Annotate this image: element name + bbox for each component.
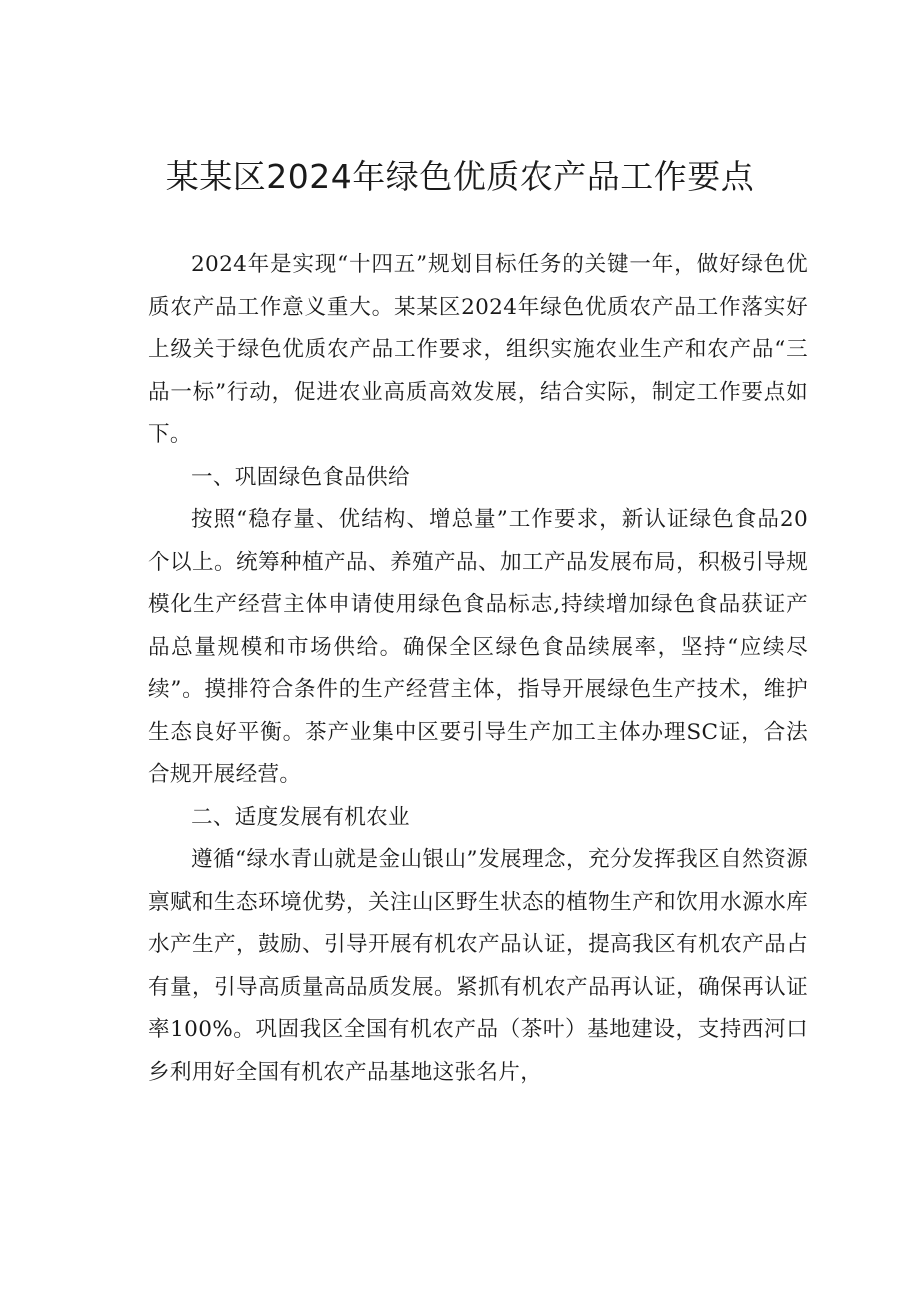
- section-body-1: 按照“稳存量、优结构、增总量”工作要求，新认证绿色食品20个以上。统筹种植产品、养殖产品、加工产品发展布局，积极引导规模化生产经营主体申请使用绿色食品标志,持续增加绿色食品获证产品总量规模和市场供给。确保全区绿色食品续展率，坚持“应续尽续”。摸排符合条件的生产经营主体，指导开展绿色生产技术，维护生态良好平衡。茶产业集中区要引导生产加工主体办理SC证，合法合规开展经营。: [148, 507, 808, 787]
- section-heading-2: 二、适度发展有机农业: [191, 804, 410, 830]
- document-body: [148, 244, 808, 1094]
- section-body-2: 遵循“绿水青山就是金山银山”发展理念，充分发挥我区自然资源禀赋和生态环境优势，关注山区野生状态的植物生产和饮用水源水库水产生产，鼓励、引导开展有机农产品认证，提高我区有机农产品占有量，引导高质量高品质发展。紧抓有机农产品再认证，确保再认证率100%。巩固我区全国有机农产品（茶叶）基地建设，支持西河口乡利用好全国有机农产品基地这张名片，: [148, 847, 808, 1085]
- document-title: 某某区2024年绿色优质农产品工作要点: [165, 157, 755, 196]
- section-heading-1: 一、巩固绿色食品供给: [191, 464, 410, 490]
- intro-paragraph: 2024年是实现“十四五”规划目标任务的关键一年，做好绿色优质农产品工作意义重大。某某区2024年绿色优质农产品工作落实好上级关于绿色优质农产品工作要求，组织实施农业生产和农产品“三品一标”行动，促进农业高质高效发展，结合实际，制定工作要点如下。: [148, 252, 808, 447]
